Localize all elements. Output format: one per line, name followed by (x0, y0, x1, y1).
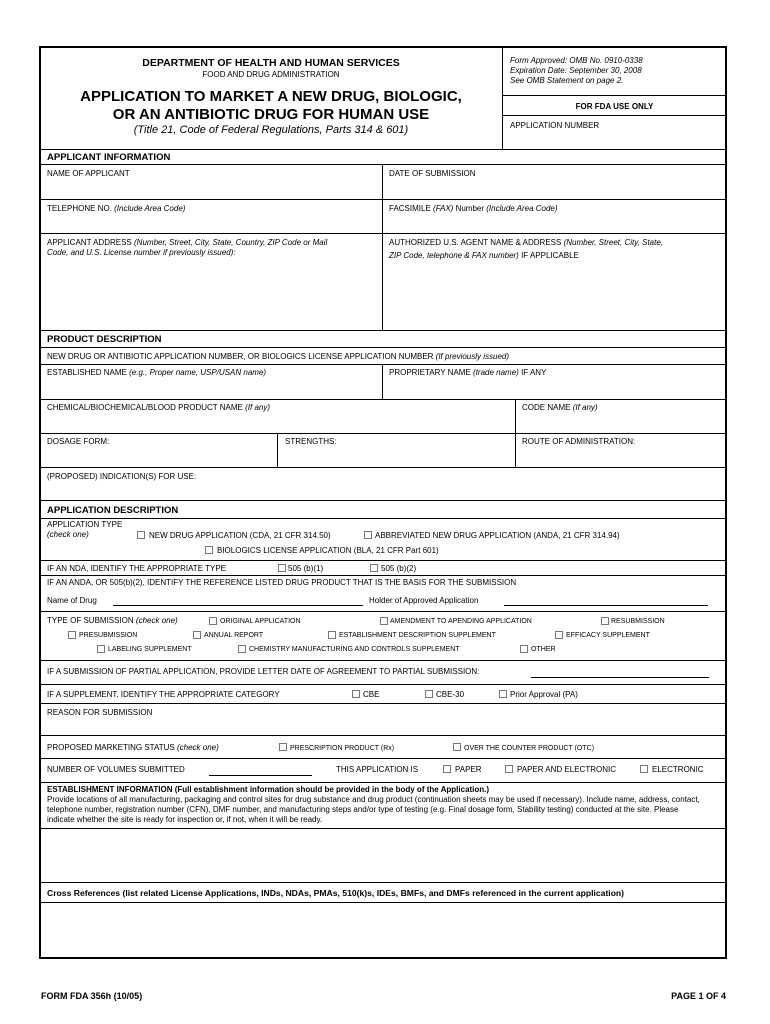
established-name-label: ESTABLISHED NAME (47, 368, 127, 377)
rule (40, 500, 727, 501)
form-title-2: OR AN ANTIBIOTIC DRUG FOR HUMAN USE (112, 106, 430, 123)
omb-approved: Form Approved: OMB No. 0910-0338 (510, 56, 643, 65)
name-of-drug-input[interactable] (113, 605, 363, 606)
application-type-label: APPLICATION TYPE (47, 520, 123, 529)
established-name-field[interactable] (47, 368, 266, 378)
marketing-check-one: (check one) (176, 743, 219, 752)
rule (40, 611, 727, 612)
fax-note: (Include Area Code) (486, 204, 558, 213)
supplement-category-label: IF A SUPPLEMENT, IDENTIFY THE APPROPRIATE CATEGORY (47, 690, 280, 699)
chemical-name-field[interactable] (47, 403, 270, 413)
other-label: OTHER (531, 646, 556, 653)
establishment-title: ESTABLISHMENT INFORMATION (Full establishment information should be provided in the body of the Application.) (47, 785, 490, 794)
505b2-label: 505 (b)(2) (381, 564, 417, 573)
chemical-name-label: CHEMICAL/BIOCHEMICAL/BLOOD PRODUCT NAME (47, 403, 243, 412)
cross-references-title: Cross References (list related License Applications, INDs, NDAs, PMAs, 510(k)s, IDEs, BMFs, and DMFs referenced in the current application) (47, 888, 625, 898)
otc-checkbox[interactable] (453, 743, 461, 751)
rule (40, 735, 727, 736)
annual-report-checkbox[interactable] (193, 631, 201, 639)
form-number: FORM FDA 356h (10/05) (41, 991, 143, 1001)
name-of-drug-label: Name of Drug (47, 596, 97, 605)
rx-checkbox[interactable] (279, 743, 287, 751)
cmc-supplement-label: CHEMISTRY MANUFACTURING AND CONTROLS SUPPLEMENT (249, 646, 460, 653)
fax-label: FACSIMILE (389, 204, 431, 213)
volumes-input[interactable] (209, 775, 312, 776)
proprietary-name-note: (trade name) (473, 368, 519, 377)
product-section-title: PRODUCT DESCRIPTION (47, 334, 162, 345)
date-of-submission-label: DATE OF SUBMISSION (389, 169, 476, 178)
efficacy-supplement-label: EFFICACY SUPPLEMENT (566, 632, 650, 639)
rule (40, 560, 727, 561)
agency-title: FOOD AND DRUG ADMINISTRATION (202, 70, 340, 79)
authorized-agent-note-2-line (389, 251, 579, 261)
rule (40, 882, 727, 883)
route-of-administration-field[interactable]: ROUTE OF ADMINISTRATION: (522, 437, 636, 446)
rule (40, 660, 727, 661)
submission-check-one: (check one) (135, 616, 178, 625)
rule (40, 149, 727, 150)
paper-checkbox[interactable] (443, 765, 451, 773)
505b2-checkbox[interactable] (370, 564, 378, 572)
nda-type-label: IF AN NDA, IDENTIFY THE APPROPRIATE TYPE (47, 564, 227, 573)
original-application-checkbox[interactable] (209, 617, 217, 625)
strengths-col-divider (277, 433, 278, 467)
establishment-supplement-label: ESTABLISHMENT DESCRIPTION SUPPLEMENT (339, 632, 496, 639)
page-number: PAGE 1 OF 4 (671, 991, 726, 1001)
other-checkbox[interactable] (520, 645, 528, 653)
505b1-label: 505 (b)(1) (288, 564, 324, 573)
establishment-supplement-checkbox[interactable] (328, 631, 336, 639)
anda-option-label: ABBREVIATED NEW DRUG APPLICATION (ANDA, 21 CFR 314.94) (375, 531, 620, 540)
applicant-address-note-1: (Number, Street, City, State, Country, ZIP Code or Mail (134, 238, 328, 247)
rx-label: PRESCRIPTION PRODUCT (Rx) (290, 745, 395, 752)
cbe-checkbox[interactable] (352, 690, 360, 698)
applicant-address-note-2-line (47, 248, 236, 258)
established-name-note: (e.g., Proper name, USP/USAN name) (129, 368, 267, 377)
bla-checkbox[interactable] (205, 546, 213, 554)
fax-field[interactable] (389, 204, 558, 214)
cbe30-checkbox[interactable] (425, 690, 433, 698)
rule (40, 433, 727, 434)
applicant-col-divider (382, 164, 383, 330)
submission-type-label (47, 616, 178, 626)
submission-type-text: TYPE OF SUBMISSION (47, 616, 134, 625)
strengths-field[interactable]: STRENGTHS: (285, 437, 337, 446)
application-number-note: (If previously issued) (435, 352, 510, 361)
volumes-label: NUMBER OF VOLUMES SUBMITTED (47, 765, 185, 774)
rule (40, 467, 727, 468)
cbe30-label: CBE-30 (436, 690, 465, 699)
rule (40, 684, 727, 685)
partial-submission-date-input[interactable] (531, 677, 709, 678)
application-section-title: APPLICATION DESCRIPTION (47, 505, 179, 516)
presubmission-checkbox[interactable] (68, 631, 76, 639)
omb-statement: See OMB Statement on page 2. (510, 76, 624, 85)
cbe-label: CBE (363, 690, 380, 699)
authorized-agent-note-2: ZIP Code, telephone & FAX number) (389, 251, 519, 260)
check-one-note: (check one) (47, 530, 89, 539)
rule (40, 399, 727, 400)
marketing-status-label (47, 743, 219, 753)
date-of-submission-field[interactable] (389, 169, 476, 179)
resubmission-label: RESUBMISSION (611, 618, 665, 625)
applicant-address-field[interactable] (47, 238, 327, 248)
chemical-name-note: (If any) (245, 403, 271, 412)
indications-field[interactable]: (PROPOSED) INDICATION(S) FOR USE: (47, 472, 197, 481)
rule (40, 758, 727, 759)
applicant-address-note-2: Code, and U.S. License number if previously issued): (47, 248, 236, 257)
anda-reference-label: IF AN ANDA, OR 505(b)(2), IDENTIFY THE REFERENCE LISTED DRUG PRODUCT THAT IS THE BASIS FOR THE SUBMISSION (47, 578, 517, 587)
rule (40, 703, 727, 704)
holder-input[interactable] (504, 605, 708, 606)
prior-approval-label: Prior Approval (PA) (510, 690, 578, 699)
code-name-label: CODE NAME (522, 403, 571, 412)
fda-use-only: FOR FDA USE ONLY (575, 102, 654, 111)
authorized-agent-field[interactable] (389, 238, 663, 248)
efficacy-supplement-checkbox[interactable] (555, 631, 563, 639)
nda-checkbox[interactable] (137, 531, 145, 539)
applicant-address-label: APPLICANT ADDRESS (47, 238, 132, 247)
header-divider (502, 47, 503, 149)
proprietary-name-label: PROPRIETARY NAME (389, 368, 471, 377)
rule (40, 233, 727, 234)
fax-abbrev: (FAX) (433, 204, 454, 213)
marketing-status-text: PROPOSED MARKETING STATUS (47, 743, 175, 752)
this-application-is-label: THIS APPLICATION IS (336, 765, 419, 774)
telephone-label: TELEPHONE NO. (47, 204, 112, 213)
application-number-field[interactable] (47, 352, 509, 362)
authorized-agent-note-1: (Number, Street, City, State, (563, 238, 664, 247)
paper-label: PAPER (455, 765, 482, 774)
otc-label: OVER THE COUNTER PRODUCT (OTC) (464, 745, 595, 752)
electronic-checkbox[interactable] (640, 765, 648, 773)
product-col-divider (382, 364, 383, 399)
proprietary-name-suffix: IF ANY (521, 368, 547, 377)
rule (40, 330, 727, 331)
labeling-supplement-checkbox[interactable] (97, 645, 105, 653)
establishment-input-area[interactable] (41, 829, 725, 882)
paper-electronic-label: PAPER AND ELECTRONIC (517, 765, 616, 774)
electronic-label: ELECTRONIC (652, 765, 704, 774)
application-number-label-product: NEW DRUG OR ANTIBIOTIC APPLICATION NUMBER, OR BIOLOGICS LICENSE APPLICATION NUMBER (47, 352, 434, 361)
cross-references-input-area[interactable] (41, 903, 725, 957)
fda-use-rule-top (502, 95, 726, 96)
authorized-agent-suffix: IF APPLICABLE (521, 251, 579, 260)
presubmission-label: PRESUBMISSION (79, 632, 138, 639)
resubmission-checkbox[interactable] (601, 617, 609, 625)
holder-label: Holder of Approved Application (369, 596, 479, 605)
rule (40, 364, 727, 365)
cmc-supplement-checkbox[interactable] (238, 645, 246, 653)
505b1-checkbox[interactable] (278, 564, 286, 572)
rule (40, 518, 727, 519)
amendment-checkbox[interactable] (380, 617, 388, 625)
partial-submission-label: IF A SUBMISSION OF PARTIAL APPLICATION, PROVIDE LETTER DATE OF AGREEMENT TO PARTIAL SUBMISSION: (47, 667, 480, 676)
reason-for-submission-field[interactable]: REASON FOR SUBMISSION (47, 708, 153, 717)
rule (40, 164, 727, 165)
establishment-body: Provide locations of all manufacturing, packaging and control sites for drug substance and drug product (continuation sheets may be used if necessary). Include name, address, contact, telephone number, registration number (CFN), DMF number, and manufacturing steps and/or type of testing (e.g. Final dosage form, Stability testing) conducted at the site. Please indicate whether the site is ready for inspection or, if not, when it will be ready. (47, 795, 700, 824)
annual-report-label: ANNUAL REPORT (204, 632, 264, 639)
dept-title: DEPARTMENT OF HEALTH AND HUMAN SERVICES (142, 57, 400, 69)
amendment-label: AMENDMENT TO APENDING APPLICATION (390, 618, 532, 625)
fax-number-label: Number (455, 204, 485, 213)
rule (40, 782, 727, 783)
code-name-field[interactable] (522, 403, 598, 413)
bla-option-label: BIOLOGICS LICENSE APPLICATION (BLA, 21 CFR Part 601) (217, 546, 439, 555)
anda-checkbox[interactable] (364, 531, 372, 539)
rule (40, 199, 727, 200)
dosage-form-field[interactable]: DOSAGE FORM: (47, 437, 110, 446)
rule (40, 347, 727, 348)
authorized-agent-label: AUTHORIZED U.S. AGENT NAME & ADDRESS (389, 238, 562, 247)
application-number-label: APPLICATION NUMBER (510, 121, 600, 130)
nda-option-label: NEW DRUG APPLICATION (CDA, 21 CFR 314.50) (149, 531, 331, 540)
applicant-section-title: APPLICANT INFORMATION (47, 152, 171, 163)
labeling-supplement-label: LABELING SUPPLEMENT (108, 646, 192, 653)
omb-expiration: Expiration Date: September 30, 2008 (510, 66, 642, 75)
name-of-applicant-label: NAME OF APPLICANT (47, 169, 130, 178)
name-of-applicant-field[interactable] (47, 169, 130, 179)
form-subtitle: (Title 21, Code of Federal Regulations, Parts 314 & 601) (133, 124, 409, 136)
rule (40, 575, 727, 576)
code-name-note: (If any) (572, 403, 598, 412)
telephone-note: (Include Area Code) (114, 204, 186, 213)
fda-use-rule-bottom (502, 115, 726, 116)
proprietary-name-field[interactable] (389, 368, 546, 378)
paper-electronic-checkbox[interactable] (505, 765, 513, 773)
original-application-label: ORIGINAL APPLICATION (220, 618, 301, 625)
application-type-check-one (47, 530, 89, 540)
form-title-1: APPLICATION TO MARKET A NEW DRUG, BIOLOGIC, (80, 88, 462, 105)
prior-approval-checkbox[interactable] (499, 690, 507, 698)
telephone-field[interactable] (47, 204, 185, 214)
